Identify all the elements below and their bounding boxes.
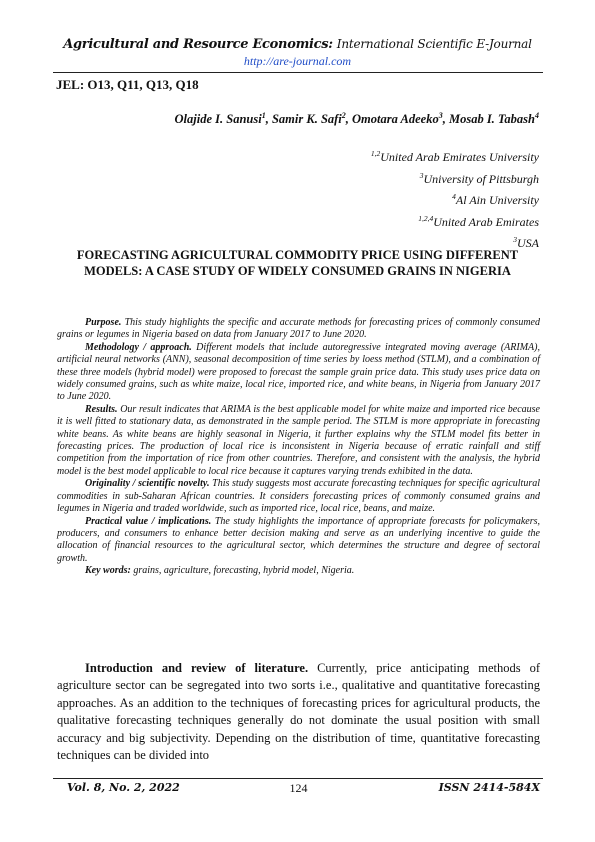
abstract-label: Methodology / approach.: [85, 341, 192, 353]
affiliation-sup: 3: [419, 170, 424, 180]
author-name: Samir K. Safi: [271, 112, 342, 127]
paper-title: FORECASTING AGRICULTURAL COMMODITY PRICE USING DIFFERENT MODELS: A CASE STUDY OF WIDELY CONSUMED GRAINS IN NIGERIA: [76, 248, 519, 278]
author-separator: ,: [442, 112, 449, 127]
abstract-text: The study highlights the importance of appropriate forecasts for policymakers, producers, and consumers to enhance better decision making and serve as an underlying incentive to guide the allocation of financial resources to the agricultural sector, which determines the structure and degree of sectoral growth.: [57, 515, 540, 564]
affiliation-sup: 3: [513, 235, 517, 244]
author-list: [175, 111, 539, 127]
affiliation: [371, 188, 539, 210]
journal-header: [0, 36, 595, 69]
abstract-results: [57, 404, 540, 478]
abstract-label: Purpose.: [85, 317, 122, 328]
affiliation-text: Al Ain University: [455, 193, 539, 207]
abstract-label: Practical value / implications.: [85, 515, 212, 527]
author: [449, 112, 539, 126]
author-sup: 3: [438, 111, 443, 120]
footer-rule: [53, 778, 543, 779]
journal-name: Agricultural and Resource Economics:: [63, 37, 333, 52]
affiliation-text: University of Pittsburgh: [423, 171, 539, 186]
abstract-practical-value: [57, 516, 540, 566]
author-name: Mosab I. Tabash: [448, 112, 535, 127]
volume-info: Vol. 8, No. 2, 2022: [67, 781, 180, 794]
page-footer: [57, 781, 540, 797]
abstract-text: Our result indicates that ARIMA is the best applicable model for white maize and imported rice because it is well fitted to stationary data, as demonstrated in the sample period. The STLM is more appropriate in forecasting white beans. As white beans are highly seasonal in Nigeria, it further explains why the STLM model fits better in forecasting prices. The production of local rice is inconsistent in Nigeria because of erratic rainfall and stiff competition from the importation of rice from other countries. Therefore, and consistent with the analysis, the hybrid model is the best model applicable to local rice because it captures varying trends exhibited in the data.: [57, 403, 540, 477]
introduction-paragraph: [57, 660, 540, 764]
author-name: Omotara Adeeko: [352, 112, 439, 127]
author-separator: ,: [345, 112, 353, 127]
body-text: Currently, price anticipating methods of agriculture sector can be segregated into two sorts i.e., qualitative and quantitative forecasting approaches. As an addition to the techniques of forecasting prices for agricultural products, the qualitative forecasting techniques generally do not dominate the usual position with small accuracy and big subjectivity. Depending on the distribution of time, quantitative forecasting techniques can be divided into: [57, 661, 541, 763]
author-sup: 1: [261, 111, 266, 120]
affiliation-text: United Arab Emirates University: [380, 150, 539, 164]
affiliation: [371, 145, 539, 167]
abstract-originality: [57, 478, 540, 515]
page-number: 124: [289, 781, 308, 795]
affiliation-list: [371, 145, 539, 253]
affiliation-text: USA: [517, 236, 539, 250]
affiliation-sup: 1,2,4: [418, 213, 434, 223]
author-name: Olajide I. Sanusi: [174, 112, 262, 127]
abstract-label: Key words:: [85, 565, 131, 577]
affiliation-sup: 4: [452, 192, 456, 201]
abstract-text: This study suggests most accurate forecasting techniques for specific agricultural commodities in sub-Saharan African countries. It considers forecasting prices of commonly consumed grains and legumes in Nigeria and traded worldwide, such as imported rice, local rice, beans, and maize.: [57, 478, 540, 515]
section-heading: Introduction and review of literature.: [85, 661, 309, 675]
abstract-text: This study highlights the specific and accurate methods for forecasting prices of commonly consumed grains or legumes in Nigeria based on data from January 2017 to June 2020.: [57, 317, 540, 341]
author-separator: ,: [265, 112, 272, 127]
issn: ISSN 2414-584X: [438, 781, 540, 794]
abstract-label: Results.: [85, 403, 118, 415]
author: [352, 112, 449, 126]
introduction-section: [57, 660, 540, 764]
journal-url-link[interactable]: http://are-journal.com: [243, 54, 352, 68]
affiliation-sup: 1,2: [370, 149, 381, 158]
abstract-text: Different models that include autoregressive integrated moving average (ARIMA), artificial neural networks (ANN), seasonal decomposition of time series by loess method (STLM), and a combination of these three models (hybrid model) were proposed to forecast the sample grain price data. This study uses price data on widely consumed grains, such as white maize, local rice, imported rice, and white beans, in Nigeria from January 2017 to June 2020.: [57, 341, 540, 403]
abstract-keywords: [57, 565, 540, 577]
affiliation-text: United Arab Emirates: [433, 214, 539, 229]
author: [272, 112, 352, 126]
author: [175, 112, 272, 126]
affiliation: [371, 167, 539, 189]
abstract-text: grains, agriculture, forecasting, hybrid model, Nigeria.: [130, 565, 355, 577]
header-rule: [53, 72, 543, 73]
author-sup: 2: [341, 111, 346, 120]
abstract-methodology: [57, 342, 540, 404]
abstract: [57, 317, 540, 578]
abstract-label: Originality / scientific novelty.: [85, 478, 210, 490]
affiliation: [371, 210, 539, 232]
journal-subtitle: International Scientific E-Journal: [336, 37, 532, 51]
author-sup: 4: [535, 111, 539, 120]
jel-codes: JEL: O13, Q11, Q13, Q18: [56, 77, 199, 92]
abstract-purpose: [57, 317, 540, 342]
